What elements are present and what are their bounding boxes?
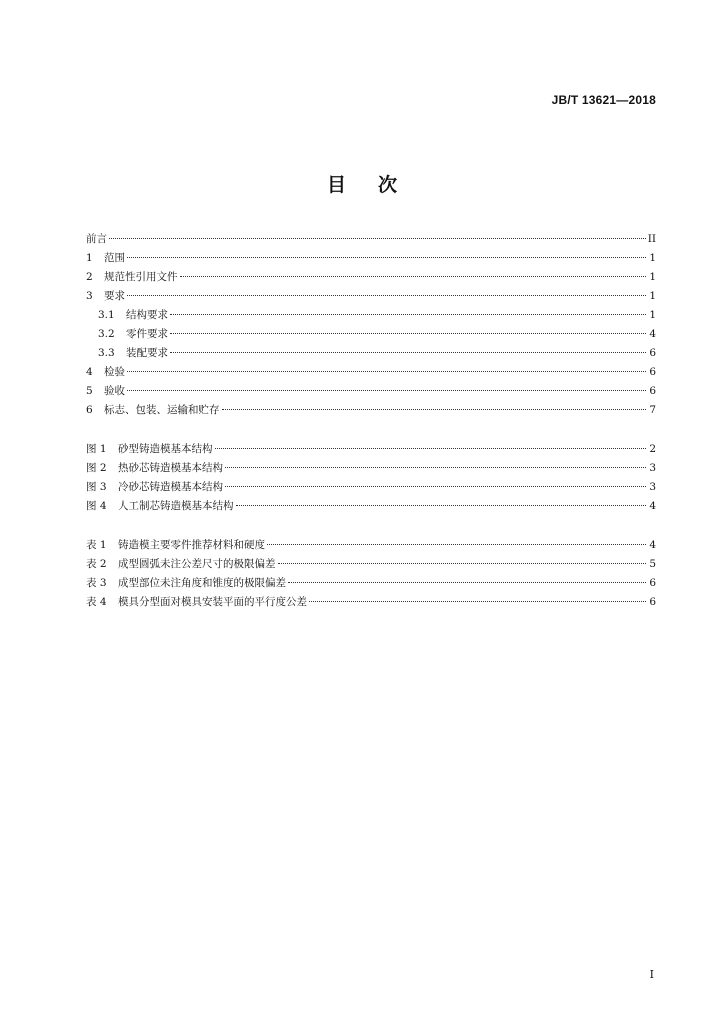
- toc-entry-label: 验收: [104, 385, 125, 397]
- toc-entry-label: 成型圆弧未注公差尺寸的极限偏差: [118, 558, 276, 570]
- toc-table-4[interactable]: [86, 593, 656, 612]
- toc-entry-page: 4: [649, 500, 656, 512]
- toc-entry-number: 4: [86, 366, 93, 378]
- toc-entry-foreword[interactable]: [86, 230, 656, 249]
- dot-leader: [170, 314, 646, 315]
- dot-leader: [267, 544, 646, 545]
- toc-entry-page: 3: [649, 462, 656, 474]
- toc-entry-label: 砂型铸造模基本结构: [118, 443, 213, 455]
- toc-entry-structure-requirements[interactable]: [86, 306, 656, 325]
- toc-entry-number: 2: [86, 271, 93, 283]
- page-number: I: [649, 968, 654, 981]
- toc-entry-page: 1: [649, 290, 656, 302]
- toc-figure-3[interactable]: [86, 478, 656, 497]
- dot-leader: [236, 505, 647, 506]
- toc-entry-number: 6: [86, 404, 93, 416]
- toc-entry-page: 6: [649, 366, 656, 378]
- dot-leader: [127, 390, 646, 391]
- toc-entry-part-requirements[interactable]: [86, 325, 656, 344]
- toc-table-1[interactable]: [86, 536, 656, 555]
- toc-entry-marking-packaging[interactable]: [86, 401, 656, 420]
- toc-entry-scope[interactable]: [86, 249, 656, 268]
- toc-entry-label: 铸造模主要零件推荐材料和硬度: [118, 539, 265, 551]
- standard-code: JB/T 13621—2018: [551, 93, 656, 107]
- toc-entry-label: 零件要求: [126, 328, 168, 340]
- toc-figure-1[interactable]: [86, 440, 656, 459]
- page-title: [0, 170, 724, 197]
- toc-entry-number: 表 3: [86, 577, 107, 589]
- dot-leader: [225, 467, 646, 468]
- toc-entry-number: 3.2: [98, 328, 115, 340]
- toc-figure-4[interactable]: [86, 497, 656, 516]
- toc-entry-label: 范围: [104, 252, 125, 264]
- toc-entry-page: II: [647, 233, 656, 245]
- toc-entry-inspection[interactable]: [86, 363, 656, 382]
- dot-leader: [109, 238, 646, 239]
- dot-leader: [288, 582, 646, 583]
- toc-entry-page: 1: [649, 309, 656, 321]
- dot-leader: [127, 371, 646, 372]
- toc-entry-number: 图 2: [86, 462, 107, 474]
- toc-entry-number: 表 1: [86, 539, 107, 551]
- toc-entry-page: 6: [649, 385, 656, 397]
- table-of-contents: [86, 230, 656, 612]
- dot-leader: [309, 601, 646, 602]
- dot-leader: [222, 409, 647, 410]
- toc-entry-label: 人工制芯铸造模基本结构: [118, 500, 234, 512]
- toc-entry-number: 3: [86, 290, 93, 302]
- toc-entry-label: 热砂芯铸造模基本结构: [118, 462, 223, 474]
- toc-entry-page: 4: [649, 328, 656, 340]
- dot-leader: [180, 276, 647, 277]
- toc-entry-assembly-requirements[interactable]: [86, 344, 656, 363]
- toc-entry-page: 6: [649, 596, 656, 608]
- toc-entry-label: 规范性引用文件: [104, 271, 178, 283]
- dot-leader: [127, 257, 646, 258]
- toc-entry-normative-references[interactable]: [86, 268, 656, 287]
- toc-entry-label: 装配要求: [126, 347, 168, 359]
- dot-leader: [127, 295, 646, 296]
- toc-entry-page: 2: [649, 443, 656, 455]
- toc-table-2[interactable]: [86, 555, 656, 574]
- toc-entry-acceptance[interactable]: [86, 382, 656, 401]
- toc-entry-number: 5: [86, 385, 93, 397]
- toc-entry-number: 表 4: [86, 596, 107, 608]
- toc-entry-label: 要求: [104, 290, 125, 302]
- toc-entry-number: 图 3: [86, 481, 107, 493]
- toc-entry-page: 6: [649, 347, 656, 359]
- toc-entry-label: 冷砂芯铸造模基本结构: [118, 481, 223, 493]
- dot-leader: [170, 333, 646, 334]
- toc-entry-number: 3.3: [98, 347, 115, 359]
- dot-leader: [225, 486, 646, 487]
- toc-entry-page: 7: [649, 404, 656, 416]
- toc-entry-number: 1: [86, 252, 93, 264]
- toc-entry-label: 检验: [104, 366, 125, 378]
- toc-entry-page: 1: [649, 252, 656, 264]
- toc-figure-2[interactable]: [86, 459, 656, 478]
- toc-entry-page: 4: [649, 539, 656, 551]
- title-part-1: 目: [326, 174, 346, 196]
- toc-entry-label: 模具分型面对模具安装平面的平行度公差: [118, 596, 307, 608]
- toc-entry-requirements[interactable]: [86, 287, 656, 306]
- toc-entry-label: 结构要求: [126, 309, 168, 321]
- toc-table-3[interactable]: [86, 574, 656, 593]
- toc-entry-page: 6: [649, 577, 656, 589]
- toc-entry-page: 1: [649, 271, 656, 283]
- title-part-2: 次: [378, 174, 398, 196]
- dot-leader: [170, 352, 646, 353]
- toc-entry-number: 表 2: [86, 558, 107, 570]
- toc-entry-page: 5: [649, 558, 656, 570]
- toc-entry-label: 前言: [86, 233, 107, 245]
- toc-entry-label: 成型部位未注角度和锥度的极限偏差: [118, 577, 286, 589]
- toc-entry-number: 3.1: [98, 309, 115, 321]
- dot-leader: [278, 563, 647, 564]
- dot-leader: [215, 448, 647, 449]
- toc-entry-number: 图 4: [86, 500, 107, 512]
- toc-entry-label: 标志、包装、运输和贮存: [104, 404, 220, 416]
- toc-entry-page: 3: [649, 481, 656, 493]
- toc-entry-number: 图 1: [86, 443, 107, 455]
